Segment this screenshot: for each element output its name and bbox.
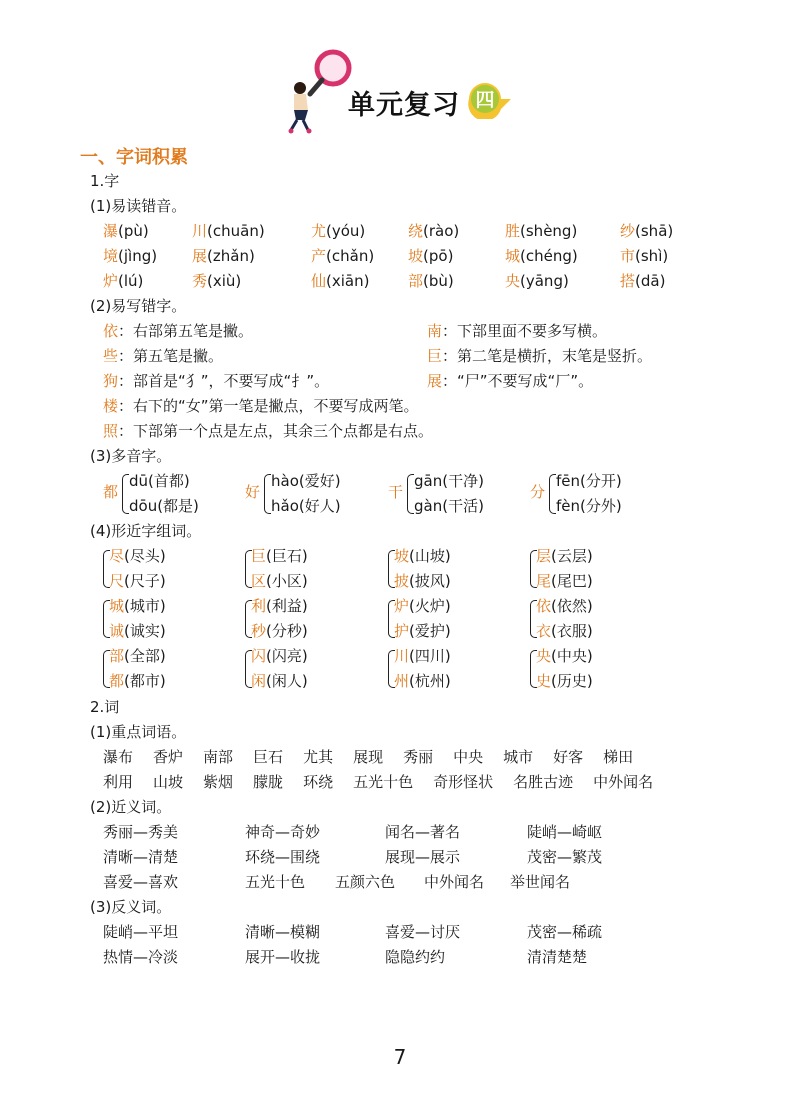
easy-write-note: ：右部第五笔是撇。	[118, 322, 254, 340]
easy-read-pinyin: (rào)	[423, 222, 460, 240]
key-word: 名胜古迹	[513, 773, 574, 791]
similar-word: (闪亮)	[266, 647, 308, 665]
easy-read-char: 纱	[620, 222, 636, 240]
similar-char: 依	[536, 597, 552, 615]
easy-read-pinyin: (chuān)	[207, 222, 265, 240]
key-word: 梯田	[603, 748, 634, 766]
easy-read-pinyin: (chéng)	[520, 247, 578, 265]
similar-word: (中央)	[551, 647, 593, 665]
similar-char: 利	[251, 597, 267, 615]
similar-word: (四川)	[409, 647, 451, 665]
easy-write-note: ：第五笔是撇。	[118, 347, 224, 365]
easy-write-char: 些	[103, 347, 119, 365]
easy-write-item	[427, 346, 652, 366]
key-word: 尤其	[303, 748, 334, 766]
key-word: 城市	[503, 748, 534, 766]
easy-read-item	[103, 221, 149, 241]
easy-write-item	[103, 346, 223, 366]
polyphone-label: (3)多音字。	[90, 447, 172, 465]
sub-heading-word: 2.词	[90, 698, 120, 716]
easy-write-note: ：部首是“犭”，不要写成“扌”。	[118, 372, 330, 390]
easy-read-item	[192, 271, 241, 291]
easy-read-pinyin: (xiù)	[207, 272, 242, 290]
similar-word: (诚实)	[124, 622, 166, 640]
similar-item	[536, 646, 593, 666]
easy-write-note: ：“尸”不要写成“厂”。	[442, 372, 594, 390]
easy-write-item	[103, 371, 329, 391]
easy-read-pinyin: (bù)	[423, 272, 454, 290]
similar-char: 秒	[251, 622, 267, 640]
brace-icon	[264, 474, 271, 514]
easy-write-char: 照	[103, 422, 119, 440]
easy-write-note: ：第二笔是横折，末笔是竖折。	[442, 347, 653, 365]
antonym-pair: 展开—收拢	[245, 948, 321, 966]
similar-word: (依然)	[551, 597, 593, 615]
key-word: 奇形怪状	[433, 773, 494, 791]
easy-read-char: 秀	[192, 272, 208, 290]
easy-read-char: 炉	[103, 272, 119, 290]
synonym-pair: 五光十色	[245, 873, 306, 891]
girl-figure	[294, 82, 306, 94]
polyphone-char: 干	[388, 483, 404, 501]
key-word: 南部	[203, 748, 234, 766]
easy-read-char: 境	[103, 247, 119, 265]
synonym-pair: 中外闻名	[424, 873, 485, 891]
easy-write-note: ：下部第一个点是左点，其余三个点都是右点。	[118, 422, 434, 440]
page-title: 单元复习	[348, 90, 460, 121]
polyphone-reading: hào(爱好)	[271, 472, 341, 490]
similar-char: 巨	[251, 547, 267, 565]
similar-item	[109, 646, 166, 666]
similar-item	[251, 596, 308, 616]
easy-read-pinyin: (jìng)	[118, 247, 158, 265]
similar-item	[536, 671, 593, 691]
easy-read-pinyin: (pù)	[118, 222, 149, 240]
key-word: 中外闻名	[593, 773, 654, 791]
polyphone-reading: fèn(分外)	[556, 497, 622, 515]
synonym-pair: 五颜六色	[335, 873, 396, 891]
similar-item	[394, 671, 451, 691]
similar-word: (云层)	[551, 547, 593, 565]
page-number: 7	[393, 1045, 407, 1069]
easy-read-char: 尤	[311, 222, 327, 240]
easy-read-item	[408, 221, 459, 241]
similar-item	[109, 546, 166, 566]
similar-char: 州	[394, 672, 410, 690]
key-word-row	[103, 772, 673, 792]
easy-read-pinyin: (shèng)	[520, 222, 578, 240]
polyphone-char: 好	[245, 483, 261, 501]
similar-word: (披风)	[409, 572, 451, 590]
polyphone-reading: dōu(都是)	[129, 497, 199, 515]
similar-word: (利益)	[266, 597, 308, 615]
key-word: 中央	[453, 748, 484, 766]
easy-read-item	[192, 221, 265, 241]
easy-write-item	[103, 396, 419, 416]
polyphone-reading: dū(首都)	[129, 472, 190, 490]
similar-word: (历史)	[551, 672, 593, 690]
key-word-row	[103, 747, 653, 767]
similar-word: (衣服)	[551, 622, 593, 640]
easy-read-char: 仙	[311, 272, 327, 290]
similar-char: 闪	[251, 647, 267, 665]
similar-word: (尾巴)	[551, 572, 593, 590]
easy-write-note: ：右下的“女”第一笔是撇点，不要写成两笔。	[118, 397, 419, 415]
easy-read-pinyin: (yóu)	[326, 222, 366, 240]
similar-word: (城市)	[124, 597, 166, 615]
similar-item	[394, 621, 451, 641]
similar-item	[536, 571, 593, 591]
easy-read-item	[505, 221, 577, 241]
easy-write-char: 狗	[103, 372, 119, 390]
brace-icon	[407, 474, 414, 514]
easy-read-item	[620, 271, 665, 291]
synonym-pair: 茂密—繁茂	[527, 848, 603, 866]
easy-write-char: 南	[427, 322, 443, 340]
easy-read-item	[505, 246, 578, 266]
similar-word: (巨石)	[266, 547, 308, 565]
polyphone-char: 分	[530, 483, 546, 501]
key-word: 五光十色	[353, 773, 414, 791]
polyphone-reading: gān(干净)	[414, 472, 484, 490]
unit-badge-text: 四	[475, 89, 495, 111]
easy-read-pinyin: (shā)	[635, 222, 674, 240]
similar-char: 层	[536, 547, 552, 565]
similar-word: (尽头)	[124, 547, 166, 565]
similar-word: (小区)	[266, 572, 308, 590]
key-word: 香炉	[153, 748, 184, 766]
similar-char: 坡	[394, 547, 410, 565]
similar-item	[251, 546, 308, 566]
easy-write-char: 楼	[103, 397, 119, 415]
similar-char: 尽	[109, 547, 125, 565]
easy-read-item	[620, 221, 673, 241]
easy-read-char: 绕	[408, 222, 424, 240]
similar-item	[251, 671, 308, 691]
similar-char: 衣	[536, 622, 552, 640]
easy-read-char: 瀑	[103, 222, 119, 240]
easy-read-char: 城	[505, 247, 521, 265]
key-word: 紫烟	[203, 773, 234, 791]
synonym-pair: 闻名—著名	[385, 823, 461, 841]
easy-read-item	[311, 221, 365, 241]
easy-read-char: 搭	[620, 272, 636, 290]
key-word: 朦胧	[253, 773, 284, 791]
key-words-label: (1)重点词语。	[90, 723, 187, 741]
similar-item	[109, 671, 166, 691]
easy-write-char: 巨	[427, 347, 443, 365]
easy-read-item	[311, 271, 369, 291]
easy-read-item	[103, 246, 157, 266]
antonym-pair: 热情—冷淡	[103, 948, 179, 966]
similar-word: (山坡)	[409, 547, 451, 565]
similar-item	[394, 596, 451, 616]
similar-word: (都市)	[124, 672, 166, 690]
easy-read-label: (1)易读错音。	[90, 197, 187, 215]
easy-read-char: 央	[505, 272, 521, 290]
polyphone-reading: fēn(分开)	[556, 472, 622, 490]
similar-char: 尾	[536, 572, 552, 590]
similar-char: 史	[536, 672, 552, 690]
synonym-pair: 举世闻名	[510, 873, 571, 891]
similar-item	[536, 546, 593, 566]
similar-word: (全部)	[124, 647, 166, 665]
easy-read-char: 产	[311, 247, 327, 265]
similar-char: 诚	[109, 622, 125, 640]
antonym-pair: 陡峭—平坦	[103, 923, 179, 941]
easy-read-item	[103, 271, 143, 291]
easy-read-char: 部	[408, 272, 424, 290]
antonyms-label: (3)反义词。	[90, 898, 172, 916]
easy-read-item	[408, 271, 454, 291]
easy-read-char: 坡	[408, 247, 424, 265]
similar-char: 披	[394, 572, 410, 590]
easy-write-char: 依	[103, 322, 119, 340]
similar-char: 央	[536, 647, 552, 665]
similar-item	[394, 546, 451, 566]
similar-char: 城	[109, 597, 125, 615]
similar-label: (4)形近字组词。	[90, 522, 202, 540]
similar-word: (尺子)	[124, 572, 166, 590]
synonym-pair: 清晰—清楚	[103, 848, 179, 866]
key-word: 山坡	[153, 773, 184, 791]
section-heading: 一、字词积累	[80, 147, 188, 168]
easy-read-pinyin: (yāng)	[520, 272, 569, 290]
similar-item	[109, 621, 166, 641]
key-word: 秀丽	[403, 748, 434, 766]
easy-read-char: 川	[192, 222, 208, 240]
antonym-pair: 清晰—模糊	[245, 923, 321, 941]
similar-char: 川	[394, 647, 410, 665]
easy-write-item	[427, 371, 593, 391]
similar-char: 都	[109, 672, 125, 690]
synonym-pair: 秀丽—秀美	[103, 823, 179, 841]
antonym-pair: 茂密—稀疏	[527, 923, 603, 941]
easy-read-pinyin: (dā)	[635, 272, 666, 290]
key-word: 利用	[103, 773, 134, 791]
similar-char: 尺	[109, 572, 125, 590]
similar-item	[394, 646, 451, 666]
similar-item	[394, 571, 451, 591]
easy-write-item	[103, 321, 253, 341]
easy-read-item	[505, 271, 569, 291]
easy-write-item	[427, 321, 607, 341]
similar-item	[109, 596, 166, 616]
easy-read-pinyin: (zhǎn)	[207, 247, 255, 265]
synonym-pair: 喜爱—喜欢	[103, 873, 179, 891]
easy-read-pinyin: (shì)	[635, 247, 669, 265]
similar-char: 区	[251, 572, 267, 590]
easy-write-note: ：下部里面不要多写横。	[442, 322, 608, 340]
synonym-pair: 展现—展示	[385, 848, 461, 866]
easy-read-pinyin: (lú)	[118, 272, 144, 290]
similar-item	[251, 646, 308, 666]
similar-word: (爱护)	[409, 622, 451, 640]
easy-read-char: 展	[192, 247, 208, 265]
key-word: 环绕	[303, 773, 334, 791]
similar-char: 炉	[394, 597, 410, 615]
similar-item	[251, 571, 308, 591]
similar-char: 闲	[251, 672, 267, 690]
similar-item	[109, 571, 166, 591]
synonym-pair: 环绕—围绕	[245, 848, 321, 866]
easy-read-char: 胜	[505, 222, 521, 240]
easy-read-item	[408, 246, 453, 266]
similar-word: (闲人)	[266, 672, 308, 690]
polyphone-reading: gàn(干活)	[414, 497, 484, 515]
similar-item	[536, 596, 593, 616]
sub-heading-char: 1.字	[90, 172, 120, 190]
easy-write-item	[103, 421, 433, 441]
easy-read-pinyin: (pō)	[423, 247, 454, 265]
similar-word: (杭州)	[409, 672, 451, 690]
easy-read-item	[620, 246, 668, 266]
polyphone-reading: hǎo(好人)	[271, 497, 341, 515]
synonym-pair: 神奇—奇妙	[245, 823, 321, 841]
key-word: 展现	[353, 748, 384, 766]
key-word: 巨石	[253, 748, 284, 766]
brace-icon	[549, 474, 556, 514]
easy-write-label: (2)易写错字。	[90, 297, 187, 315]
easy-read-pinyin: (chǎn)	[326, 247, 375, 265]
easy-write-char: 展	[427, 372, 443, 390]
easy-read-pinyin: (xiān)	[326, 272, 370, 290]
synonyms-label: (2)近义词。	[90, 798, 172, 816]
synonym-pair: 陡峭—崎岖	[527, 823, 603, 841]
easy-read-char: 市	[620, 247, 636, 265]
brace-icon	[122, 474, 129, 514]
key-word: 瀑布	[103, 748, 134, 766]
antonym-pair: 清清楚楚	[527, 948, 588, 966]
antonym-pair: 隐隐约约	[385, 948, 446, 966]
similar-char: 部	[109, 647, 125, 665]
easy-read-item	[192, 246, 255, 266]
key-word: 好客	[553, 748, 584, 766]
easy-read-item	[311, 246, 374, 266]
similar-word: (火炉)	[409, 597, 451, 615]
similar-item	[251, 621, 308, 641]
similar-char: 护	[394, 622, 410, 640]
antonym-pair: 喜爱—讨厌	[385, 923, 461, 941]
unit-badge	[465, 79, 513, 119]
similar-word: (分秒)	[266, 622, 308, 640]
similar-item	[536, 621, 593, 641]
polyphone-char: 都	[103, 483, 119, 501]
